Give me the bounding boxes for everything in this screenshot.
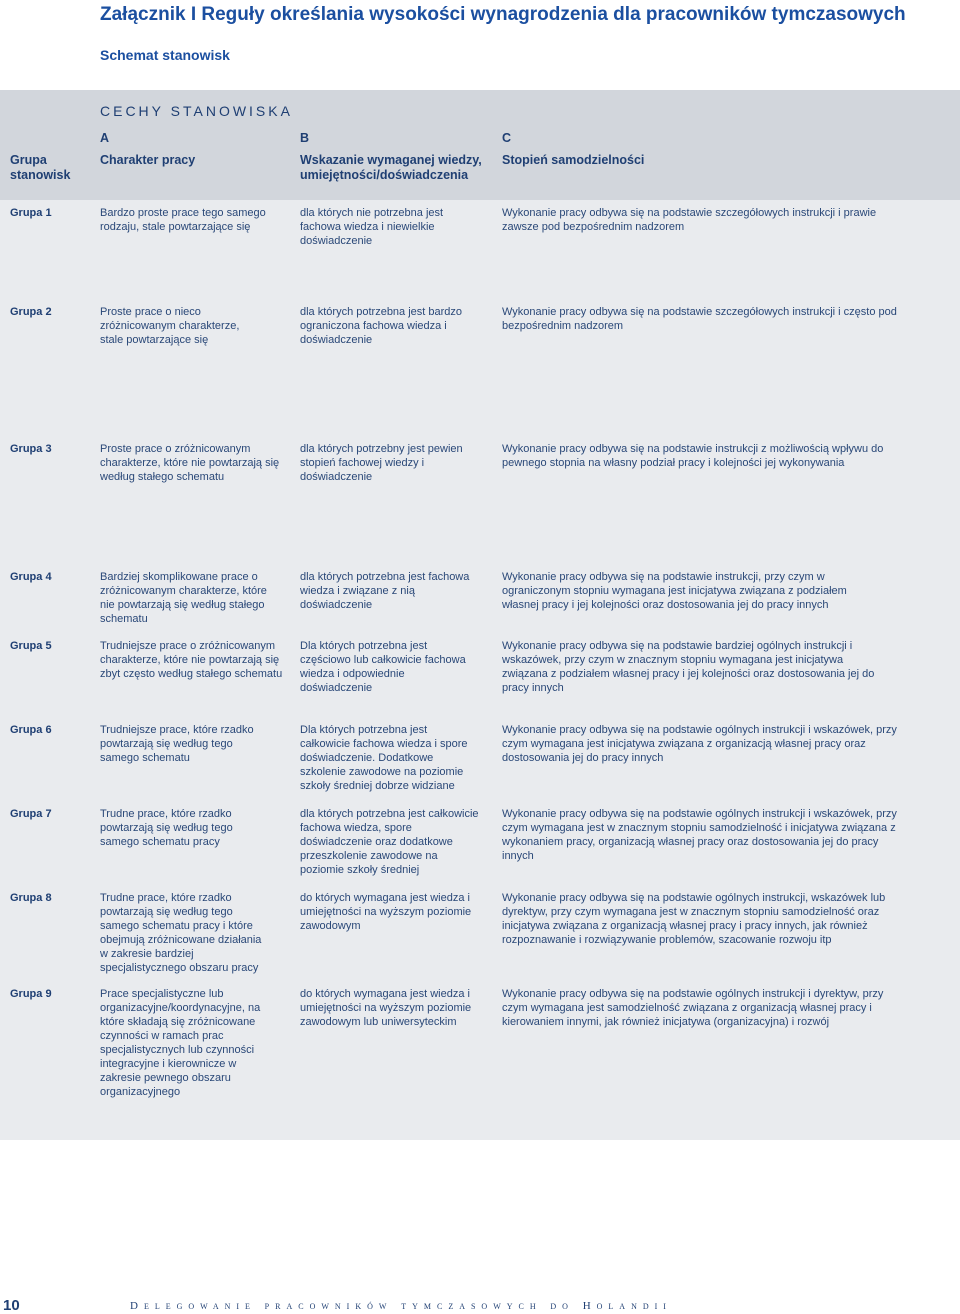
row-3-autonomy: Wykonanie pracy odbywa się na podstawie instrukcji z możliwością wpływu do pewnego stopnia na własny podział pracy i kolejności jej wykonywania [502,443,884,469]
row-7-autonomy: Wykonanie pracy odbywa się na podstawie ogólnych instrukcji i wskazówek, przy czym wymagana jest w znacznym stopniu samodzielność i inicjatywa związana z wykonaniem pracy, organizacją własnej pracy oraz dostosowania jej do pracy innych [502,808,897,862]
header-group [10,153,90,183]
row-5-character: Trudniejsze prace o zróżnicowanym charakterze, które nie powtarzają się zbyt często według stałego schematu [100,640,283,680]
row-7-character: Trudne prace, które rzadko powtarzają się według tego samego schematu pracy [100,808,233,848]
section-label: CECHY STANOWISKA [100,103,293,119]
row-1-autonomy: Wykonanie pracy odbywa się na podstawie szczegółowych instrukcji i prawie zawsze pod bezpośrednim nadzorem [502,207,877,233]
row-5-autonomy: Wykonanie pracy odbywa się na podstawie bardziej ogólnych instrukcji i wskazówek, przy czym w znacznym stopniu wymagana jest inicjatywa związana z podziałem własnej pracy i jej kolejności oraz dostosowania jej do pracy innych [502,640,875,694]
row-3-knowledge: dla których potrzebny jest pewien stopień fachowej wiedzy i doświadczenie [300,443,463,483]
header-col-b-title: Wskazanie wymaganej wiedzy, umiejętności/doświadczenia [300,153,482,182]
row-3-character: Proste prace o zróżnicowanym charakterze, które nie powtarzają się według stałego schematu [100,443,280,483]
row-2-knowledge: dla których potrzebna jest bardzo ograniczona fachowa wiedza i doświadczenie [300,306,463,346]
row-6-knowledge: Dla których potrzebna jest całkowicie fachowa wiedza i spore doświadczenie. Dodatkowe szkolenie zawodowe na poziomie szkoły średniej dobrze widziane [300,724,468,792]
row-8-autonomy: Wykonanie pracy odbywa się na podstawie ogólnych instrukcji, wskazówek lub dyrektyw, przy czym wymagana jest w znacznym stopniu samodzielność oraz inicjatywa związana z organizacją własnej pracy i pracy innych, jak również rozpoznawanie i rozwiązywanie problemów, szacowanie rozwoju itp [502,892,886,946]
row-9-autonomy: Wykonanie pracy odbywa się na podstawie ogólnych instrukcji i dyrektyw, przy czym wymagana jest samodzielność związana z organizacją własnej pracy i kierowaniem innymi, jak również inicjatywa (organizacyjna) i rozwój [502,988,884,1028]
page-subtitle: Schemat stanowisk [100,47,230,63]
running-title: Delegowanie pracowników tymczasowych do Holandii [130,1300,672,1312]
header-col-a [100,131,290,168]
header-col-a-title: Charakter pracy [100,153,196,167]
row-4-autonomy: Wykonanie pracy odbywa się na podstawie instrukcji, przy czym w ograniczonym stopniu wymagana jest inicjatywa związana z podziałem własnej pracy i jej kolejności oraz dostosowania jej do pracy innych [502,571,847,611]
row-4-group: Grupa 4 [10,571,52,583]
row-2-character: Proste prace o nieco zróżnicowanym charakterze, stale powtarzające się [100,306,240,346]
row-1-group: Grupa 1 [10,207,52,219]
row-4-knowledge: dla których potrzebna jest fachowa wiedza i związane z nią doświadczenie [300,571,470,611]
row-1-character: Bardzo proste prace tego samego rodzaju, stale powtarzające się [100,207,266,233]
row-6-character: Trudniejsze prace, które rzadko powtarzają się według tego samego schematu [100,724,254,764]
row-7-group: Grupa 7 [10,808,52,820]
row-6-group: Grupa 6 [10,724,52,736]
header-col-b-letter: B [300,131,310,145]
row-6-autonomy: Wykonanie pracy odbywa się na podstawie ogólnych instrukcji i wskazówek, przy czym wymagana jest inicjatywa związana z organizacją własnej pracy oraz dostosowania jej do pracy innych [502,724,897,764]
header-col-c-letter: C [502,131,512,145]
page-title: Załącznik I Reguły określania wysokości wynagrodzenia dla pracowników tymczasowych [100,4,906,25]
row-5-group: Grupa 5 [10,640,52,652]
header-col-c-title: Stopień samodzielności [502,153,645,167]
header-col-c [502,131,802,168]
row-8-character: Trudne prace, które rzadko powtarzają się według tego samego schematu pracy i które obejmują zróżnicowane działania w zakresie bardziej specjalistycznego obszaru pracy [100,892,262,974]
header-col-b [300,131,495,183]
row-5-knowledge: Dla których potrzebna jest częściowo lub całkowicie fachowa wiedza i odpowiednie doświadczenie [300,640,466,694]
row-4-character: Bardziej skomplikowane prace o zróżnicowanym charakterze, które nie powtarzają się według stałego schematu [100,571,267,625]
row-8-knowledge: do których wymagana jest wiedza i umiejętności na wyższym poziomie zawodowym [300,892,472,932]
row-2-group: Grupa 2 [10,306,52,318]
row-1-knowledge: dla których nie potrzebna jest fachowa wiedza i niewielkie doświadczenie [300,207,444,247]
row-9-character: Prace specjalistyczne lub organizacyjne/koordynacyjne, na które składają się zróżnicowane czynności w ramach prac specjalistycznych lub czynności integracyjne i kierownicze w zakresie pewnego obszaru organizacyjnego [100,988,261,1098]
row-9-group: Grupa 9 [10,988,52,1000]
row-9-knowledge: do których wymagana jest wiedza i umiejętności na wyższym poziomie zawodowym lub uniwersyteckim [300,988,472,1028]
header-col-a-letter: A [100,131,110,145]
row-3-group: Grupa 3 [10,443,52,455]
page-number: 10 [3,1297,20,1314]
row-8-group: Grupa 8 [10,892,52,904]
row-7-knowledge: dla których potrzebna jest całkowicie fachowa wiedza, spore doświadczenie oraz dodatkowe przeszkolenie zawodowe na poziomie szkoły średniej [300,808,479,876]
header-group-label: Grupa stanowisk [10,153,71,182]
row-2-autonomy: Wykonanie pracy odbywa się na podstawie szczegółowych instrukcji i często pod bezpośrednim nadzorem [502,306,897,332]
